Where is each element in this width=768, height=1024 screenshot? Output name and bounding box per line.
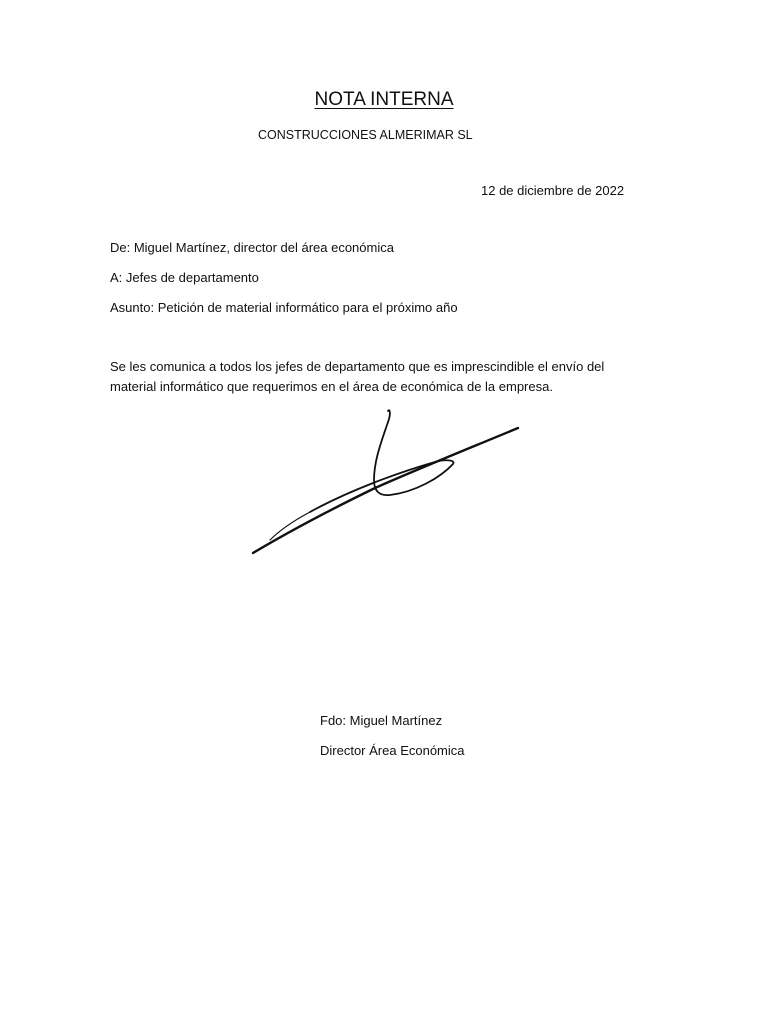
memo-date: 12 de diciembre de 2022 bbox=[481, 183, 625, 198]
memo-subject: Asunto: Petición de material informático para el próximo año bbox=[110, 300, 458, 315]
signed-by: Fdo: Miguel Martínez bbox=[320, 713, 443, 728]
signer-role: Director Área Económica bbox=[320, 743, 465, 758]
memo-from: De: Miguel Martínez, director del área económica bbox=[110, 240, 394, 255]
memo-to: A: Jefes de departamento bbox=[110, 270, 259, 285]
company-name: CONSTRUCCIONES ALMERIMAR SL bbox=[258, 128, 473, 142]
memo-title-text: NOTA INTERNA bbox=[314, 89, 454, 110]
memo-body: Se les comunica a todos los jefes de departamento que es imprescindible el envío del material informático que requerimos en el área de económica de la empresa. bbox=[110, 359, 605, 394]
memo-title bbox=[0, 88, 768, 112]
handwritten-signature bbox=[240, 400, 540, 570]
